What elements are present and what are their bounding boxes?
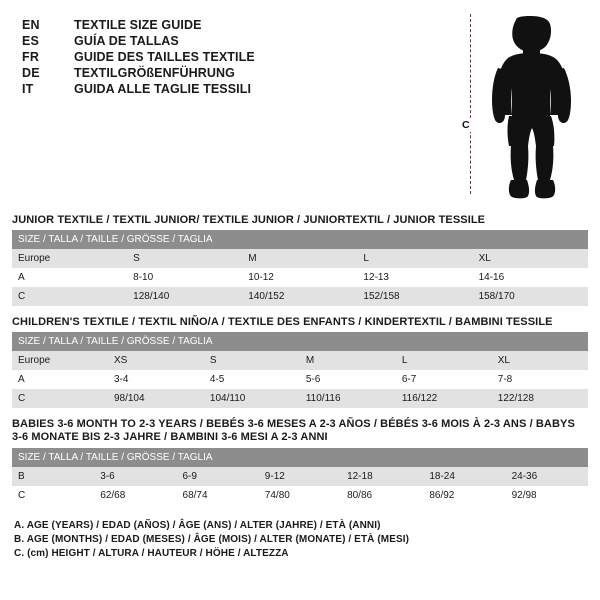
- cell: 24-36: [506, 467, 588, 486]
- language-code: IT: [22, 82, 34, 96]
- language-title: TEXTILGRÖßENFÜHRUNG: [74, 66, 235, 80]
- language-code: EN: [22, 18, 40, 32]
- table-row: [12, 486, 588, 505]
- table-row: [12, 467, 588, 486]
- table-row: [12, 389, 588, 408]
- cell: 8-10: [127, 268, 242, 287]
- table-header-row: [12, 448, 588, 467]
- cell: 3-6: [94, 467, 176, 486]
- table-row: [12, 351, 588, 370]
- row-label: B: [12, 467, 94, 486]
- babies-size-table: [12, 448, 588, 505]
- row-label: C: [12, 389, 108, 408]
- cell: 9-12: [259, 467, 341, 486]
- cell: 122/128: [492, 389, 588, 408]
- language-code: ES: [22, 34, 40, 48]
- junior-size-table: [12, 230, 588, 306]
- cell: 18-24: [423, 467, 505, 486]
- cell: XS: [108, 351, 204, 370]
- cell: 140/152: [242, 287, 357, 306]
- table-row: [12, 268, 588, 287]
- cell: 158/170: [473, 287, 588, 306]
- cell: 6-9: [177, 467, 259, 486]
- toddler-silhouette-icon: [478, 16, 588, 206]
- language-row: [22, 18, 452, 32]
- cell: 110/116: [300, 389, 396, 408]
- cell: 12-13: [357, 268, 472, 287]
- section-title-babies: BABIES 3-6 MONTH TO 2-3 YEARS / BEBÉS 3-6 MESES A 2-3 AÑOS / BÉBÉS 3-6 MOIS À 2-3 ANS / BABYS 3-6 MONATE BIS 2-3 JAHRE / BAMBINI 3-6 MESI A 2-3 ANNI: [12, 418, 575, 443]
- cell: 10-12: [242, 268, 357, 287]
- cell: 152/158: [357, 287, 472, 306]
- language-titles: [12, 14, 452, 98]
- row-label: Europe: [12, 249, 127, 268]
- cell: M: [300, 351, 396, 370]
- cell: L: [396, 351, 492, 370]
- cell: S: [127, 249, 242, 268]
- table-header-row: [12, 332, 588, 351]
- cell: S: [204, 351, 300, 370]
- cell: 68/74: [177, 486, 259, 505]
- table-header-label: SIZE / TALLA / TAILLE / GRÖSSE / TAGLIA: [12, 448, 588, 467]
- table-row: [12, 287, 588, 306]
- language-code: FR: [22, 50, 40, 64]
- language-row: [22, 82, 452, 96]
- cell: 7-8: [492, 370, 588, 389]
- language-row: [22, 34, 452, 48]
- row-label: C: [12, 486, 94, 505]
- cell: 3-4: [108, 370, 204, 389]
- table-header-row: [12, 230, 588, 249]
- cell: 6-7: [396, 370, 492, 389]
- language-title: GUIDA ALLE TAGLIE TESSILI: [74, 82, 252, 96]
- row-label: Europe: [12, 351, 108, 370]
- footnote-b: B. AGE (MONTHS) / EDAD (MESES) / ÂGE (MOIS) / ALTER (MONATE) / ETÀ (MESI): [14, 534, 410, 545]
- language-title: TEXTILE SIZE GUIDE: [74, 18, 202, 32]
- cell: 116/122: [396, 389, 492, 408]
- cell: 62/68: [94, 486, 176, 505]
- cell: 86/92: [423, 486, 505, 505]
- cell: 98/104: [108, 389, 204, 408]
- cell: L: [357, 249, 472, 268]
- cell: 74/80: [259, 486, 341, 505]
- language-title: GUÍA DE TALLAS: [74, 34, 179, 48]
- section-title-junior: JUNIOR TEXTILE / TEXTIL JUNIOR/ TEXTILE JUNIOR / JUNIORTEXTIL / JUNIOR TESSILE: [12, 214, 486, 226]
- language-row: [22, 66, 452, 80]
- cell: 12-18: [341, 467, 423, 486]
- footnote-a: A. AGE (YEARS) / EDAD (AÑOS) / ÂGE (ANS) / ALTER (JAHRE) / ETÀ (ANNI): [14, 520, 381, 531]
- table-header-label: SIZE / TALLA / TAILLE / GRÖSSE / TAGLIA: [12, 230, 588, 249]
- language-row: [22, 50, 452, 64]
- header: [12, 14, 588, 204]
- cell: 128/140: [127, 287, 242, 306]
- table-row: [12, 249, 588, 268]
- language-title: GUIDE DES TAILLES TEXTILE: [74, 50, 255, 64]
- table-header-label: SIZE / TALLA / TAILLE / GRÖSSE / TAGLIA: [12, 332, 588, 351]
- language-code: DE: [22, 66, 40, 80]
- cell: XL: [492, 351, 588, 370]
- section-title-children: CHILDREN'S TEXTILE / TEXTIL NIÑO/A / TEXTILE DES ENFANTS / KINDERTEXTIL / BAMBINI TESSILE: [12, 316, 553, 328]
- cell: M: [242, 249, 357, 268]
- cell: 14-16: [473, 268, 588, 287]
- cell: 80/86: [341, 486, 423, 505]
- row-label: C: [12, 287, 127, 306]
- cell: 92/98: [506, 486, 588, 505]
- height-measure-label: C: [462, 119, 470, 131]
- height-guide-line: [470, 14, 471, 194]
- figure-area: [452, 14, 588, 204]
- cell: 4-5: [204, 370, 300, 389]
- children-size-table: [12, 332, 588, 408]
- cell: 5-6: [300, 370, 396, 389]
- cell: 104/110: [204, 389, 300, 408]
- cell: XL: [473, 249, 588, 268]
- footnote-c: C. (cm) HEIGHT / ALTURA / HAUTEUR / HÖHE / ALTEZZA: [14, 548, 289, 559]
- row-label: A: [12, 268, 127, 287]
- table-row: [12, 370, 588, 389]
- footnotes: [12, 519, 588, 561]
- row-label: A: [12, 370, 108, 389]
